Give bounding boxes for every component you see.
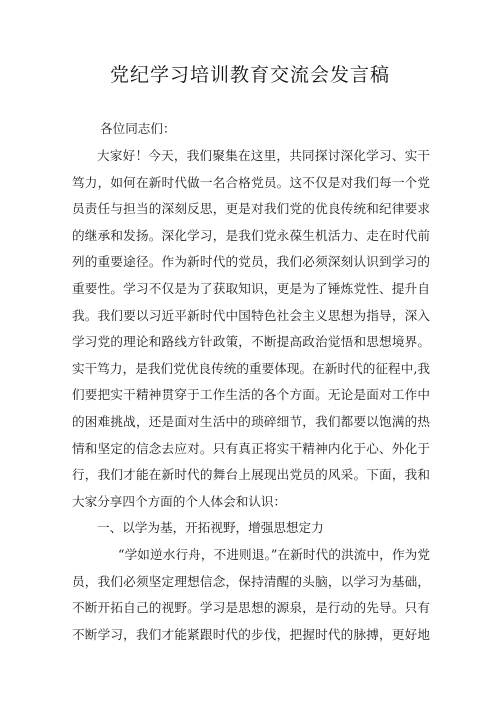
paragraph-line: 列的重要途径。作为新时代的党员，我们必须深刻认识到学习的 — [72, 254, 430, 270]
paragraph-line: 学习党的理论和路线方针政策，不断提高政治觉悟和思想境界。 — [72, 334, 430, 350]
salutation: 各位同志们： — [100, 121, 176, 136]
paragraph-line: 的困难挑战，还是面对生活中的琐碎细节，我们都要以饱满的热 — [72, 413, 430, 429]
paragraph-line: 员，我们必须坚定理想信念，保持清醒的头脑，以学习为基础， — [72, 573, 430, 589]
paragraph-line: 员责任与担当的深刻反思，更是对我们党的优良传统和纪律要求 — [72, 201, 430, 217]
paragraph-line: 行，我们才能在新时代的舞台上展现出党员的风采。下面，我和 — [72, 467, 430, 483]
section-heading-1: 一、以学为基，开拓视野，增强思想定力 — [97, 520, 324, 536]
paragraph-line: 我。我们要以习近平新时代中国特色社会主义思想为指导，深入 — [72, 307, 430, 323]
paragraph-line: 大家分享四个方面的个人体会和认识： — [72, 493, 287, 509]
paragraph-line: 情和坚定的信念去应对。只有真正将实干精神内化于心、外化于 — [72, 440, 430, 456]
document-title: 党纪学习培训教育交流会发言稿 — [109, 64, 390, 86]
paragraph-line: “学如逆水行舟，不进则退。”在新时代的洪流中，作为党 — [118, 546, 430, 562]
paragraph-section-1 — [72, 542, 430, 648]
paragraph-line: 实干笃力，是我们党优良传统的重要体现。在新时代的征程中,我 — [72, 360, 430, 376]
paragraph-line: 笃力，如何在新时代做一名合格党员。这不仅是对我们每一个党 — [72, 174, 430, 190]
paragraph-line: 重要性。学习不仅是为了获取知识，更是为了锤炼党性、提升自 — [72, 280, 430, 296]
paragraph-opening — [72, 143, 430, 515]
document-body — [72, 115, 430, 648]
paragraph-line: 不断学习，我们才能紧跟时代的步伐，把握时代的脉搏，更好地 — [72, 626, 430, 642]
paragraph-line: 大家好！今天，我们聚集在这里，共同探讨深化学习、实干 — [97, 148, 430, 163]
paragraph-line: 们要把实干精神贯穿于工作生活的各个方面。无论是面对工作中 — [72, 387, 430, 403]
paragraph-line: 不断开拓自己的视野。学习是思想的源泉，是行动的先导。只有 — [72, 600, 430, 616]
paragraph-line: 的继承和发扬。深化学习，是我们党永葆生机活力、走在时代前 — [72, 227, 430, 243]
